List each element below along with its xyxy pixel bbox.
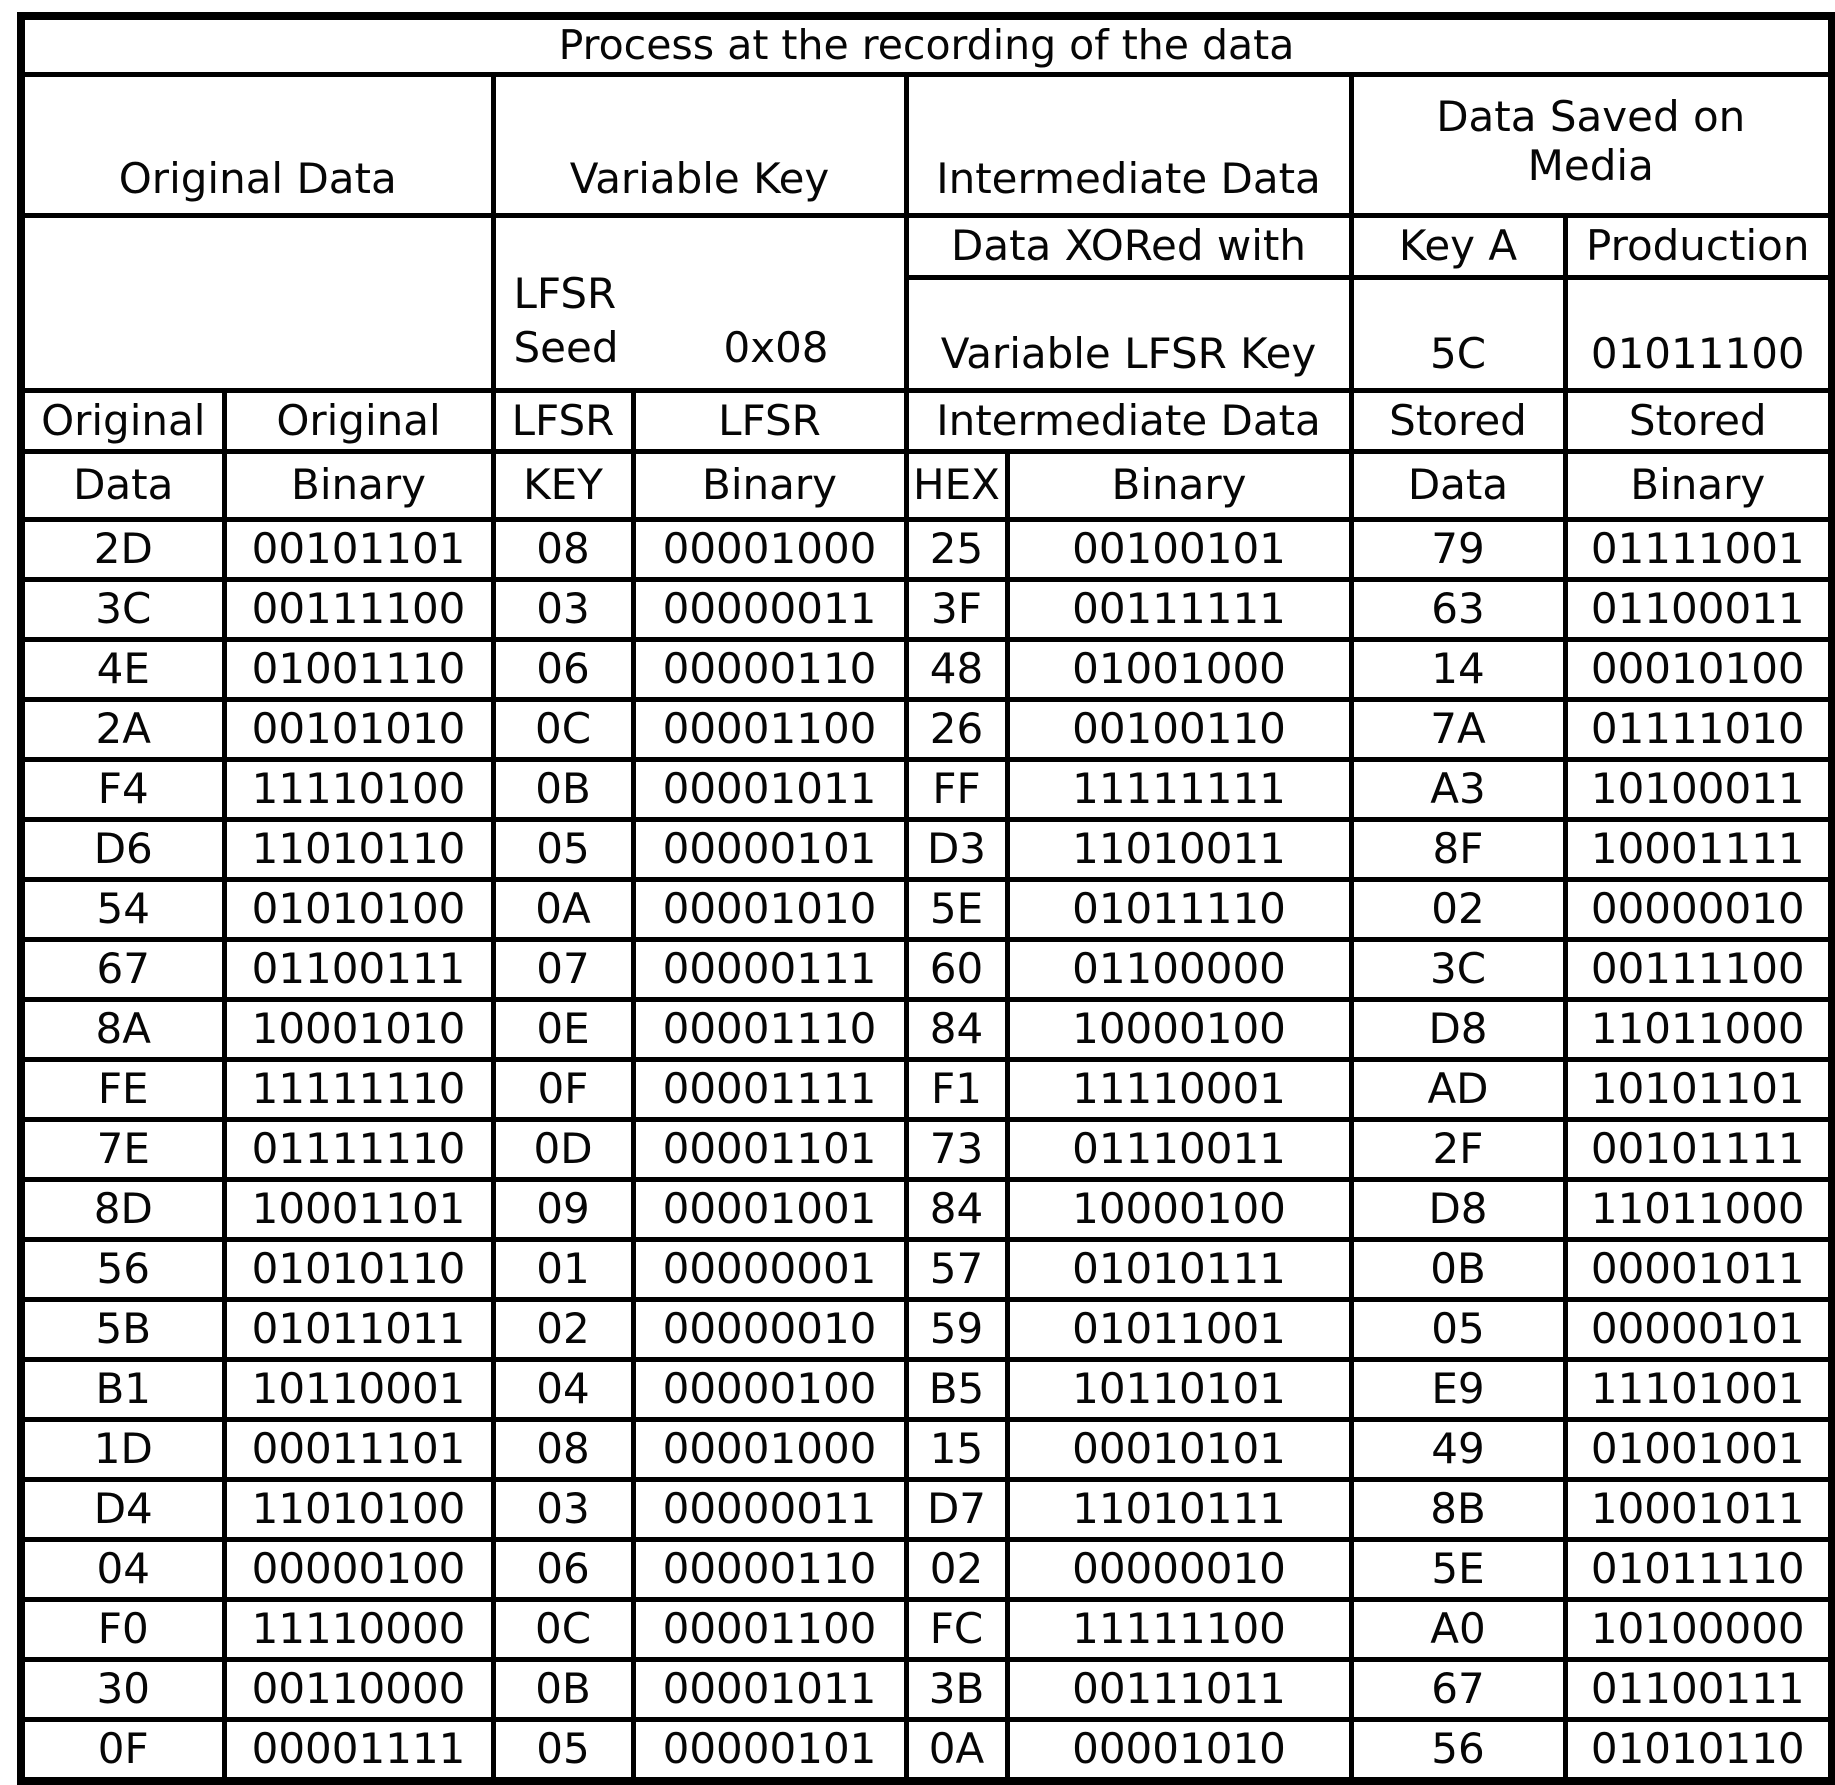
data-cell: 01011011: [224, 1300, 493, 1360]
section-header-variable-key: Variable Key: [493, 75, 906, 216]
title-row: [21, 16, 1832, 75]
data-cell: A0: [1351, 1600, 1565, 1660]
data-cell: 14: [1351, 640, 1565, 700]
data-cell: 01111110: [224, 1120, 493, 1180]
data-cell: 00011101: [224, 1420, 493, 1480]
data-cell: 0B: [1351, 1240, 1565, 1300]
data-cell: 04: [493, 1360, 633, 1420]
data-cell: 3F: [906, 580, 1007, 640]
key-band-row-1: [21, 216, 1832, 278]
column-header-row-1: [21, 391, 1832, 452]
data-cell: 01010110: [1565, 1720, 1832, 1782]
table-row: [21, 520, 1832, 580]
data-cell: FC: [906, 1600, 1007, 1660]
data-cell: 0F: [21, 1720, 224, 1782]
data-cell: 2F: [1351, 1120, 1565, 1180]
data-cell: 5B: [21, 1300, 224, 1360]
data-cell: 00111011: [1007, 1660, 1351, 1720]
data-cell: 00000010: [1007, 1540, 1351, 1600]
data-cell: 01001001: [1565, 1420, 1832, 1480]
data-cell: 02: [1351, 880, 1565, 940]
data-cell: 01110011: [1007, 1120, 1351, 1180]
table-row: [21, 1600, 1832, 1660]
data-cell: 10001111: [1565, 820, 1832, 880]
data-cell: 10110101: [1007, 1360, 1351, 1420]
data-cell: 26: [906, 700, 1007, 760]
data-cell: 79: [1351, 520, 1565, 580]
data-cell: 00001000: [633, 1420, 906, 1480]
data-cell: 57: [906, 1240, 1007, 1300]
data-cell: 1D: [21, 1420, 224, 1480]
col-header-data-2: Data: [1351, 452, 1565, 520]
data-cell: FF: [906, 760, 1007, 820]
col-header-binary: Binary: [224, 452, 493, 520]
data-cell: FE: [21, 1060, 224, 1120]
data-cell: 30: [21, 1660, 224, 1720]
col-header-binary-4: Binary: [1565, 452, 1832, 520]
data-cell: 00000101: [633, 820, 906, 880]
data-cell: 01010111: [1007, 1240, 1351, 1300]
data-cell: 54: [21, 880, 224, 940]
table-row: [21, 940, 1832, 1000]
col-header-data: Data: [21, 452, 224, 520]
data-cell: 00000110: [633, 1540, 906, 1600]
data-cell: 00000100: [633, 1360, 906, 1420]
section-header-original-data: Original Data: [21, 75, 493, 216]
data-cell: 06: [493, 1540, 633, 1600]
table-row: [21, 1720, 1832, 1782]
data-cell: 10110001: [224, 1360, 493, 1420]
data-cell: 11111100: [1007, 1600, 1351, 1660]
data-cell: 01111010: [1565, 700, 1832, 760]
data-cell: 2D: [21, 520, 224, 580]
table-row: [21, 1360, 1832, 1420]
data-cell: 05: [493, 1720, 633, 1782]
data-cell: 00010100: [1565, 640, 1832, 700]
production-label-cell: Production: [1565, 216, 1832, 278]
data-cell: 11010110: [224, 820, 493, 880]
data-cell: 01010100: [224, 880, 493, 940]
data-cell: 00001110: [633, 1000, 906, 1060]
lfsr-label: LFSR: [513, 268, 617, 318]
data-cell: 49: [1351, 1420, 1565, 1480]
data-cell: 0C: [493, 1600, 633, 1660]
data-cell: 08: [493, 520, 633, 580]
data-cell: 67: [1351, 1660, 1565, 1720]
data-cell: 10000100: [1007, 1180, 1351, 1240]
data-cell: 00000011: [633, 580, 906, 640]
data-cell: 11010011: [1007, 820, 1351, 880]
data-cell: 11111111: [1007, 760, 1351, 820]
data-cell: 00000100: [224, 1540, 493, 1600]
data-cell: 09: [493, 1180, 633, 1240]
data-cell: 01001110: [224, 640, 493, 700]
data-cell: 00100101: [1007, 520, 1351, 580]
key-a-value-cell: 5C: [1351, 278, 1565, 391]
section-header-row: [21, 75, 1832, 216]
data-cell: 02: [906, 1540, 1007, 1600]
data-cell: 10001011: [1565, 1480, 1832, 1540]
data-cell: 10001101: [224, 1180, 493, 1240]
table-row: [21, 1540, 1832, 1600]
data-cell: 11011000: [1565, 1000, 1832, 1060]
table-row: [21, 1300, 1832, 1360]
data-cell: 0B: [493, 760, 633, 820]
col-header-binary-2: Binary: [633, 452, 906, 520]
table-title: Process at the recording of the data: [21, 16, 1832, 75]
data-xored-with-cell: Data XORed with: [906, 216, 1351, 278]
data-cell: 00101111: [1565, 1120, 1832, 1180]
table-row: [21, 1240, 1832, 1300]
col-header-stored-2: Stored: [1565, 391, 1832, 452]
data-cell: 07: [493, 940, 633, 1000]
col-header-hex: HEX: [906, 452, 1007, 520]
data-cell: 8F: [1351, 820, 1565, 880]
data-cell: 00000010: [1565, 880, 1832, 940]
table-row: [21, 1000, 1832, 1060]
col-header-original-2: Original: [224, 391, 493, 452]
data-cell: D8: [1351, 1000, 1565, 1060]
data-cell: 3C: [1351, 940, 1565, 1000]
key-a-label-cell: Key A: [1351, 216, 1565, 278]
data-cell: 84: [906, 1000, 1007, 1060]
data-cell: 0B: [493, 1660, 633, 1720]
data-cell: 00000010: [633, 1300, 906, 1360]
data-cell: 11010111: [1007, 1480, 1351, 1540]
col-header-binary-3: Binary: [1007, 452, 1351, 520]
data-cell: 08: [493, 1420, 633, 1480]
data-cell: 00111100: [1565, 940, 1832, 1000]
data-cell: 15: [906, 1420, 1007, 1480]
data-cell: 05: [493, 820, 633, 880]
data-cell: 00001000: [633, 520, 906, 580]
table-row: [21, 1060, 1832, 1120]
data-cell: 00001100: [633, 700, 906, 760]
data-cell: 59: [906, 1300, 1007, 1360]
data-cell: 01111001: [1565, 520, 1832, 580]
data-cell: 00001101: [633, 1120, 906, 1180]
data-cell: 00000101: [633, 1720, 906, 1782]
data-cell: D4: [21, 1480, 224, 1540]
data-cell: 0A: [906, 1720, 1007, 1782]
data-cell: AD: [1351, 1060, 1565, 1120]
data-cell: 00000011: [633, 1480, 906, 1540]
data-cell: 00001010: [633, 880, 906, 940]
data-cell: 01011001: [1007, 1300, 1351, 1360]
data-cell: 0A: [493, 880, 633, 940]
data-cell: 11110100: [224, 760, 493, 820]
table-row: [21, 640, 1832, 700]
table-row: [21, 1180, 1832, 1240]
data-cell: 02: [493, 1300, 633, 1360]
data-cell: 60: [906, 940, 1007, 1000]
data-cell: E9: [1351, 1360, 1565, 1420]
data-cell: 84: [906, 1180, 1007, 1240]
data-cell: 00000101: [1565, 1300, 1832, 1360]
data-cell: 2A: [21, 700, 224, 760]
seed-line: [514, 321, 904, 376]
data-cell: 8A: [21, 1000, 224, 1060]
data-cell: 8D: [21, 1180, 224, 1240]
data-cell: 00001100: [633, 1600, 906, 1660]
data-cell: F4: [21, 760, 224, 820]
data-cell: 10100000: [1565, 1600, 1832, 1660]
data-cell: A3: [1351, 760, 1565, 820]
section-header-intermediate-data: Intermediate Data: [906, 75, 1351, 216]
col-header-lfsr-2: LFSR: [633, 391, 906, 452]
data-cell: 00000110: [633, 640, 906, 700]
data-cell: 3B: [906, 1660, 1007, 1720]
data-cell: F0: [21, 1600, 224, 1660]
col-header-key: KEY: [493, 452, 633, 520]
data-cell: 01100111: [224, 940, 493, 1000]
data-cell: 11110000: [224, 1600, 493, 1660]
data-cell: 00001011: [633, 1660, 906, 1720]
data-cell: 03: [493, 580, 633, 640]
seed-value: 0x08: [723, 323, 829, 373]
data-cell: 00000111: [633, 940, 906, 1000]
data-cell: B1: [21, 1360, 224, 1420]
table-row: [21, 1660, 1832, 1720]
data-cell: D8: [1351, 1180, 1565, 1240]
data-cell: 11011000: [1565, 1180, 1832, 1240]
data-cell: 5E: [1351, 1540, 1565, 1600]
recording-process-table: [17, 12, 1835, 1785]
column-header-row-2: [21, 452, 1832, 520]
col-header-stored: Stored: [1351, 391, 1565, 452]
data-cell: 00100110: [1007, 700, 1351, 760]
variable-lfsr-key-cell: Variable LFSR Key: [906, 278, 1351, 391]
data-cell: 01: [493, 1240, 633, 1300]
data-cell: 00101101: [224, 520, 493, 580]
data-cell: 01001000: [1007, 640, 1351, 700]
data-cell: B5: [906, 1360, 1007, 1420]
data-cell: D6: [21, 820, 224, 880]
data-cell: 7A: [1351, 700, 1565, 760]
data-cell: 00010101: [1007, 1420, 1351, 1480]
data-cell: 67: [21, 940, 224, 1000]
data-cell: 03: [493, 1480, 633, 1540]
data-cell: 3C: [21, 580, 224, 640]
table-row: [21, 1120, 1832, 1180]
data-cell: 01100000: [1007, 940, 1351, 1000]
data-cell: 0D: [493, 1120, 633, 1180]
table-row: [21, 760, 1832, 820]
data-cell: 56: [21, 1240, 224, 1300]
data-cell: 00110000: [224, 1660, 493, 1720]
data-cell: 01011110: [1565, 1540, 1832, 1600]
data-cell: 00111100: [224, 580, 493, 640]
data-cell: 10001010: [224, 1000, 493, 1060]
col-header-intermediate-data: Intermediate Data: [906, 391, 1351, 452]
seed-label: Seed: [513, 323, 619, 373]
data-cell: 05: [1351, 1300, 1565, 1360]
data-cell: 10101101: [1565, 1060, 1832, 1120]
data-cell: 00101010: [224, 700, 493, 760]
data-cell: 10000100: [1007, 1000, 1351, 1060]
data-cell: 48: [906, 640, 1007, 700]
data-cell: 01100011: [1565, 580, 1832, 640]
data-cell: 10100011: [1565, 760, 1832, 820]
data-cell: 0E: [493, 1000, 633, 1060]
data-cell: 04: [21, 1540, 224, 1600]
data-cell: 56: [1351, 1720, 1565, 1782]
production-value-cell: 01011100: [1565, 278, 1832, 391]
table-row: [21, 880, 1832, 940]
data-cell: 00000001: [633, 1240, 906, 1300]
data-cell: 25: [906, 520, 1007, 580]
data-cell: 00001010: [1007, 1720, 1351, 1782]
col-header-lfsr: LFSR: [493, 391, 633, 452]
data-cell: 01011110: [1007, 880, 1351, 940]
data-cell: 01010110: [224, 1240, 493, 1300]
data-cell: 63: [1351, 580, 1565, 640]
data-cell: 00001001: [633, 1180, 906, 1240]
data-cell: 4E: [21, 640, 224, 700]
data-cell: 11111110: [224, 1060, 493, 1120]
data-cell: D3: [906, 820, 1007, 880]
data-cell: 5E: [906, 880, 1007, 940]
data-cell: 11010100: [224, 1480, 493, 1540]
data-cell: F1: [906, 1060, 1007, 1120]
data-cell: 00001111: [633, 1060, 906, 1120]
table-row: [21, 700, 1832, 760]
data-saved-label: Data Saved on Media: [1436, 91, 1746, 191]
data-cell: 11110001: [1007, 1060, 1351, 1120]
data-cell: 0C: [493, 700, 633, 760]
data-cell: 00001011: [1565, 1240, 1832, 1300]
data-cell: 06: [493, 640, 633, 700]
data-cell: 00111111: [1007, 580, 1351, 640]
blank-cell: [21, 216, 493, 391]
data-cell: 0F: [493, 1060, 633, 1120]
data-cell: 00001111: [224, 1720, 493, 1782]
table-row: [21, 580, 1832, 640]
lfsr-seed-cell: [493, 216, 906, 391]
table-row: [21, 1480, 1832, 1540]
col-header-original: Original: [21, 391, 224, 452]
data-cell: 73: [906, 1120, 1007, 1180]
data-cell: 11101001: [1565, 1360, 1832, 1420]
data-cell: 7E: [21, 1120, 224, 1180]
data-cell: 8B: [1351, 1480, 1565, 1540]
table-row: [21, 820, 1832, 880]
section-header-data-saved: [1351, 75, 1832, 216]
data-cell: 01100111: [1565, 1660, 1832, 1720]
data-cell: 00001011: [633, 760, 906, 820]
data-cell: D7: [906, 1480, 1007, 1540]
table-row: [21, 1420, 1832, 1480]
